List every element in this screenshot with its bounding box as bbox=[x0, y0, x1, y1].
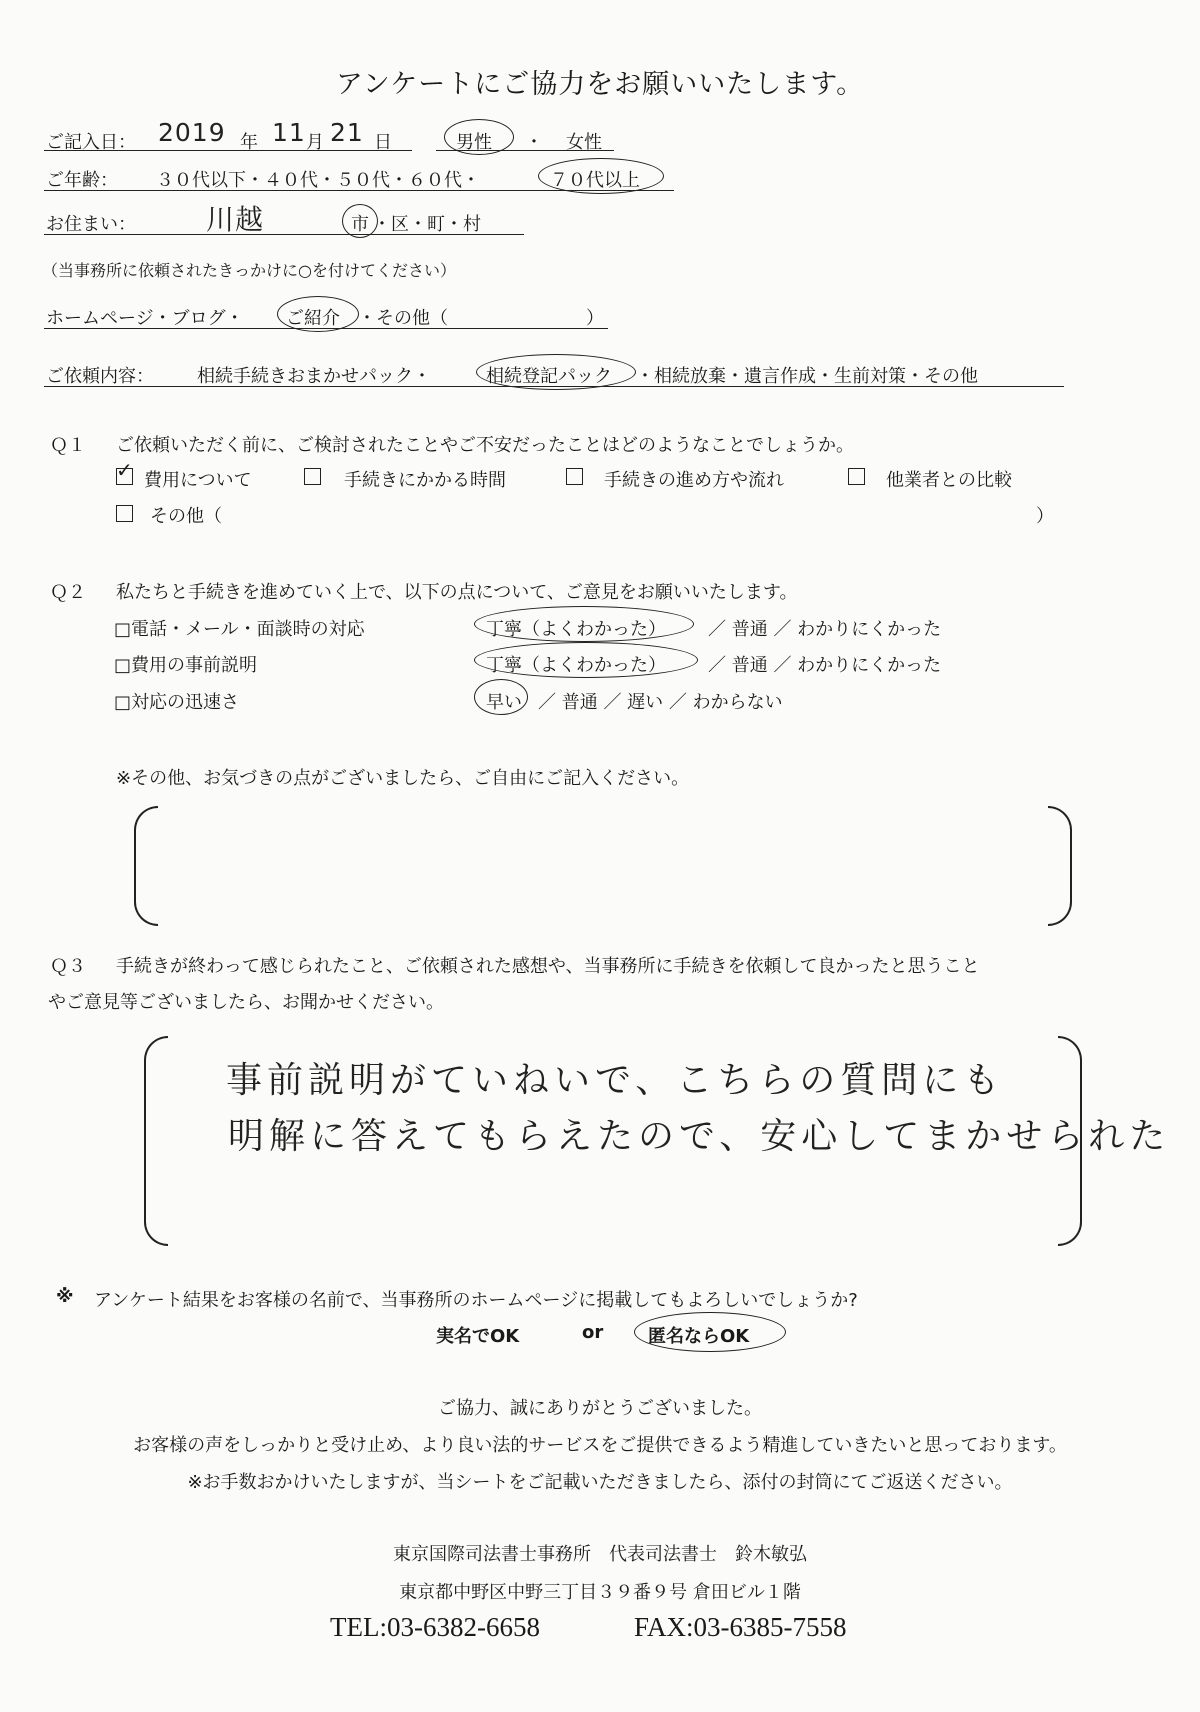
footer-office: 東京国際司法書士事務所 代表司法書士 鈴木敏弘 bbox=[393, 1544, 807, 1565]
q2-question: 私たちと手続きを進めていく上で、以下の点について、ご意見をお願いいたします。 bbox=[116, 582, 798, 603]
q3-number: Ｑ３ bbox=[50, 956, 86, 977]
age-options: ３０代以下・４０代・５０代・６０代・ bbox=[156, 170, 480, 191]
request-label: ご依頼内容： bbox=[46, 366, 154, 387]
publish-or: or bbox=[582, 1322, 604, 1343]
q2-number: Ｑ２ bbox=[50, 582, 86, 603]
q1-option-2 bbox=[304, 468, 321, 488]
q2-row-1-rest: ／ 普通 ／ わかりにくかった bbox=[708, 619, 942, 640]
q3-question-line2: やご意見等ございましたら、お聞かせください。 bbox=[48, 992, 444, 1013]
age-selected-circle bbox=[538, 158, 664, 194]
trigger-note: （当事務所に依頼されたきっかけに○を付けてください） bbox=[42, 261, 456, 280]
trigger-close: ） bbox=[586, 308, 604, 329]
gender-male: 男性 bbox=[456, 132, 492, 153]
q1-checkbox-3 bbox=[566, 468, 583, 485]
date-day: 21 bbox=[330, 118, 364, 147]
gender-underline bbox=[436, 150, 614, 151]
date-year-unit: 年 bbox=[240, 132, 258, 153]
q3-answer-line1: 事前説明がていねいで、こちらの質問にも bbox=[226, 1060, 1005, 1101]
request-underline bbox=[44, 386, 1064, 387]
q1-checkbox-4 bbox=[848, 468, 865, 485]
q2-comment-bracket-right bbox=[1048, 806, 1072, 926]
q1-option-2-label: 手続きにかかる時間 bbox=[344, 470, 506, 491]
q1-other-close: ） bbox=[1036, 506, 1054, 527]
q1-number: Ｑ１ bbox=[50, 435, 86, 456]
q1-option-1-label: 費用について bbox=[144, 470, 252, 491]
publish-question: アンケート結果をお客様の名前で、当事務所のホームページに掲載してもよろしいでしょうか? bbox=[94, 1290, 858, 1311]
q3-answer-line2: 明解に答えてもらえたので、安心してまかせられた bbox=[228, 1116, 1171, 1157]
request-selected: 相続登記パック bbox=[486, 366, 612, 387]
q2-row-3-rest: ／ 普通 ／ 遅い ／ わからない bbox=[538, 692, 783, 713]
q1-option-4-label: 他業者との比較 bbox=[886, 470, 1012, 491]
publish-anonymous-circle bbox=[634, 1312, 786, 1352]
address-value: 川越 bbox=[206, 203, 265, 236]
footer-tel: TEL:03-6382-6658 bbox=[330, 1612, 540, 1642]
q2-row-1-selected: 丁寧（よくわかった） bbox=[486, 619, 666, 640]
date-month-unit: 月 bbox=[306, 132, 324, 153]
request-opt2: ・相続放棄・遺言作成・生前対策・その他 bbox=[636, 366, 978, 387]
q1-question: ご依頼いただく前に、ご検討されたことやご不安だったことはどのようなことでしょうか。 bbox=[116, 435, 854, 456]
closing-thanks: ご協力、誠にありがとうございました。 bbox=[438, 1398, 762, 1419]
trigger-selected-circle bbox=[277, 296, 359, 332]
date-underline bbox=[44, 150, 412, 151]
address-shi: 市 bbox=[351, 214, 369, 235]
age-label: ご年齢： bbox=[46, 170, 118, 191]
publish-real-name-ok: 実名でOK bbox=[436, 1326, 520, 1347]
date-month: 11 bbox=[272, 118, 306, 147]
q3-answer-bracket-left bbox=[144, 1036, 168, 1246]
trigger-opt1: ホームページ・ブログ・ bbox=[46, 308, 244, 329]
date-day-unit: 日 bbox=[374, 132, 392, 153]
closing-message: お客様の声をしっかりと受け止め、より良い法的サービスをご提供できるよう精進していきたいと思っております。 bbox=[133, 1435, 1067, 1456]
q1-option-other bbox=[116, 505, 133, 525]
q2-row-2-circle bbox=[474, 642, 698, 678]
address-underline bbox=[44, 234, 524, 235]
publish-mark: ※ bbox=[56, 1286, 74, 1307]
page-title: アンケートにご協力をお願いいたします。 bbox=[335, 69, 865, 100]
q1-option-3 bbox=[566, 468, 583, 488]
q1-option-4 bbox=[848, 468, 865, 488]
request-selected-circle bbox=[476, 354, 636, 390]
q2-row-1-item: □電話・メール・面談時の対応 bbox=[114, 619, 365, 640]
footer-address: 東京都中野区中野三丁目３９番９号 倉田ビル１階 bbox=[399, 1582, 801, 1603]
q1-other-label: その他（ bbox=[150, 506, 222, 527]
q2-row-3-selected: 早い bbox=[486, 692, 522, 713]
q1-option-3-label: 手続きの進め方や流れ bbox=[604, 470, 784, 491]
age-selected: ７０代以上 bbox=[550, 170, 640, 191]
footer-fax: FAX:03-6385-7558 bbox=[634, 1612, 847, 1642]
gender-female: 女性 bbox=[566, 132, 602, 153]
q2-row-1-circle bbox=[474, 606, 694, 642]
request-opt1: 相続手続きおまかせパック・ bbox=[197, 366, 431, 387]
age-underline bbox=[44, 190, 674, 191]
date-label: ご記入日： bbox=[46, 132, 136, 153]
q1-checkmark: ✓ bbox=[116, 458, 133, 482]
trigger-underline bbox=[44, 328, 608, 329]
gender-sep: ・ bbox=[525, 132, 543, 153]
date-year: 2019 bbox=[158, 118, 226, 147]
q2-row-3-circle bbox=[474, 679, 528, 715]
publish-anonymous-ok: 匿名ならOK bbox=[648, 1326, 750, 1347]
q1-checkbox-other bbox=[116, 505, 133, 522]
q2-note: ※その他、お気づきの点がございましたら、ご自由にご記入ください。 bbox=[116, 768, 690, 789]
q2-row-2-item: □費用の事前説明 bbox=[114, 655, 258, 676]
q3-question-line1: 手続きが終わって感じられたこと、ご依頼された感想や、当事務所に手続きを依頼して良かったと思うこと bbox=[116, 956, 980, 977]
q2-row-2-rest: ／ 普通 ／ わかりにくかった bbox=[708, 655, 942, 676]
q2-row-2-selected: 丁寧（よくわかった） bbox=[486, 655, 666, 676]
closing-return-note: ※お手数おかけいたしますが、当シートをご記載いただきましたら、添付の封筒にてご返送ください。 bbox=[187, 1472, 1013, 1493]
q1-checkbox-2 bbox=[304, 468, 321, 485]
address-label: お住まい： bbox=[46, 214, 136, 235]
trigger-selected: ご紹介 bbox=[286, 308, 340, 329]
q2-comment-bracket-left bbox=[134, 806, 158, 926]
address-rest: ・区・町・村 bbox=[373, 214, 481, 235]
trigger-opt2: ・その他（ bbox=[358, 308, 448, 329]
q2-row-3-item: □対応の迅速さ bbox=[114, 692, 240, 713]
